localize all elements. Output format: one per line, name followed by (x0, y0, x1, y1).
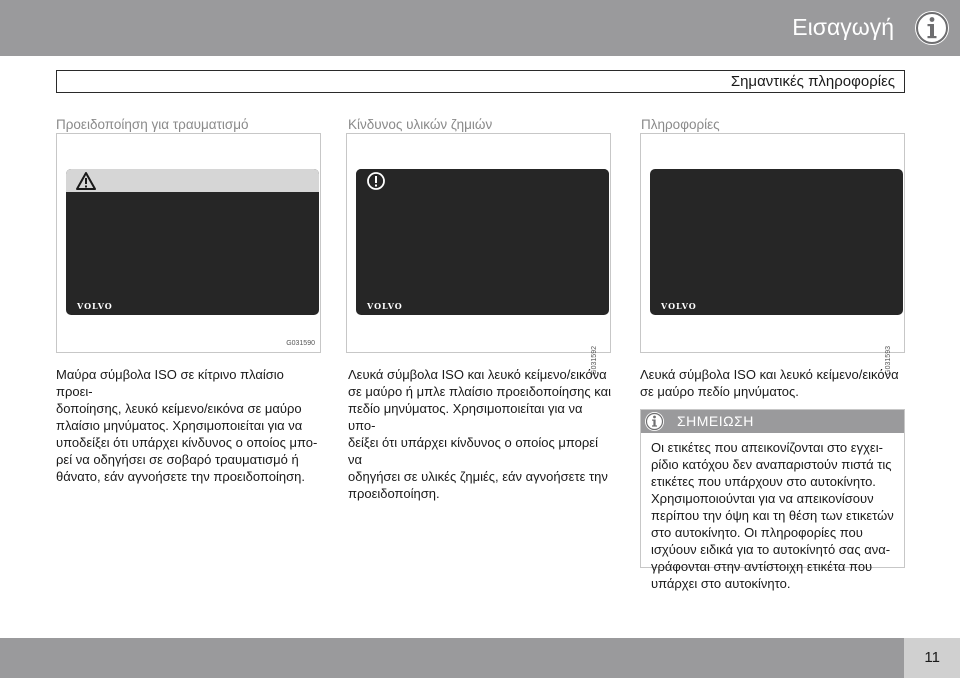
warning-strip (66, 169, 319, 192)
description-injury (56, 366, 321, 485)
text-line: Λευκά σύμβολα ISO και λευκό κείμενο/εικόνα (640, 367, 899, 382)
text-line: σε μαύρο ή μπλε πλαίσιο προειδοποίησης και (348, 384, 611, 399)
text-line: Οι ετικέτες που απεικονίζονται στο εγχει- (651, 440, 883, 455)
text-line: ετικέτες που υπάρχουν στο αυτοκίνητο. (651, 474, 876, 489)
description-material-damage (348, 366, 613, 502)
section-bar (56, 70, 905, 93)
text-line: Μαύρα σύμβολα ISO σε κίτρινο πλαίσιο προει- (56, 367, 284, 399)
note-header (641, 410, 904, 433)
label-panel (356, 169, 609, 315)
text-line: περίπου την όψη και τη θέση των ετικετών (651, 508, 894, 523)
text-line: πλαίσιο μηνύματος. Χρησιμοποιείται για να (56, 418, 303, 433)
image-code: G031590 (286, 340, 315, 347)
text-line: προειδοποίηση. (348, 486, 440, 501)
exclamation-circle-icon (366, 171, 386, 191)
volvo-logo: VOLVO (661, 301, 697, 311)
chapter-title: Εισαγωγή (792, 14, 894, 40)
section-title: Σημαντικές πληροφορίες (730, 73, 895, 90)
text-line: ισχύουν ειδικά για το αυτοκίνητό σας ανα- (651, 542, 891, 557)
text-line: στο αυτοκίνητο. Οι πληροφορίες που (651, 525, 863, 540)
note-title: ΣΗΜΕΙΩΣΗ (677, 413, 754, 429)
text-line: υπάρχει στο αυτοκίνητο. (651, 576, 791, 591)
text-line: δοποίησης, λευκό κείμενο/εικόνα σε μαύρο (56, 401, 302, 416)
volvo-logo: VOLVO (367, 301, 403, 311)
label-panel (650, 169, 903, 315)
info-circle-icon (644, 411, 665, 432)
label-panel (66, 169, 319, 315)
text-line: ρεί να οδηγήσει σε σοβαρό τραυματισμό ή (56, 452, 299, 467)
page-number-box (904, 638, 960, 678)
text-line: πεδίο μηνύματος. Χρησιμοποιείται για να υπο- (348, 401, 583, 433)
column-heading-material-damage: Κίνδυνος υλικών ζημιών (348, 117, 493, 132)
warning-strip (356, 169, 609, 192)
warning-triangle-icon (76, 171, 96, 191)
header-bar (0, 0, 960, 56)
image-code: G031592 (591, 346, 598, 375)
column-heading-information: Πληροφορίες (641, 117, 720, 132)
info-circle-icon (910, 6, 954, 50)
note-box (640, 409, 905, 591)
text-line: Χρησιμοποιούνται για να απεικονίσουν (651, 491, 874, 506)
volvo-logo: VOLVO (77, 301, 113, 311)
text-line: οδηγήσει σε υλικές ζημιές, εάν αγνοήσετε την (348, 469, 608, 484)
text-line: θάνατο, εάν αγνοήσετε την προειδοποίηση. (56, 469, 305, 484)
footer-bar (0, 638, 960, 678)
description-information (640, 366, 905, 400)
page-number: 11 (924, 649, 940, 666)
text-line: ρίδιο κατόχου δεν αναπαριστούν πιστά τις (651, 457, 892, 472)
text-line: γράφονται στην αντίστοιχη ετικέτα που (651, 559, 873, 574)
text-line: υποδείξει ότι υπάρχει κίνδυνος ο οποίος μπο- (56, 435, 318, 450)
column-heading-injury: Προειδοποίηση για τραυματισμό (56, 117, 249, 132)
image-code: G031593 (885, 346, 892, 375)
label-image-injury-warning (56, 133, 321, 353)
note-text (651, 439, 899, 592)
text-line: δείξει ότι υπάρχει κίνδυνος ο οποίος μπορεί να (348, 435, 598, 467)
text-line: Λευκά σύμβολα ISO και λευκό κείμενο/εικόνα (348, 367, 607, 382)
text-line: σε μαύρο πεδίο μηνύματος. (640, 384, 799, 399)
